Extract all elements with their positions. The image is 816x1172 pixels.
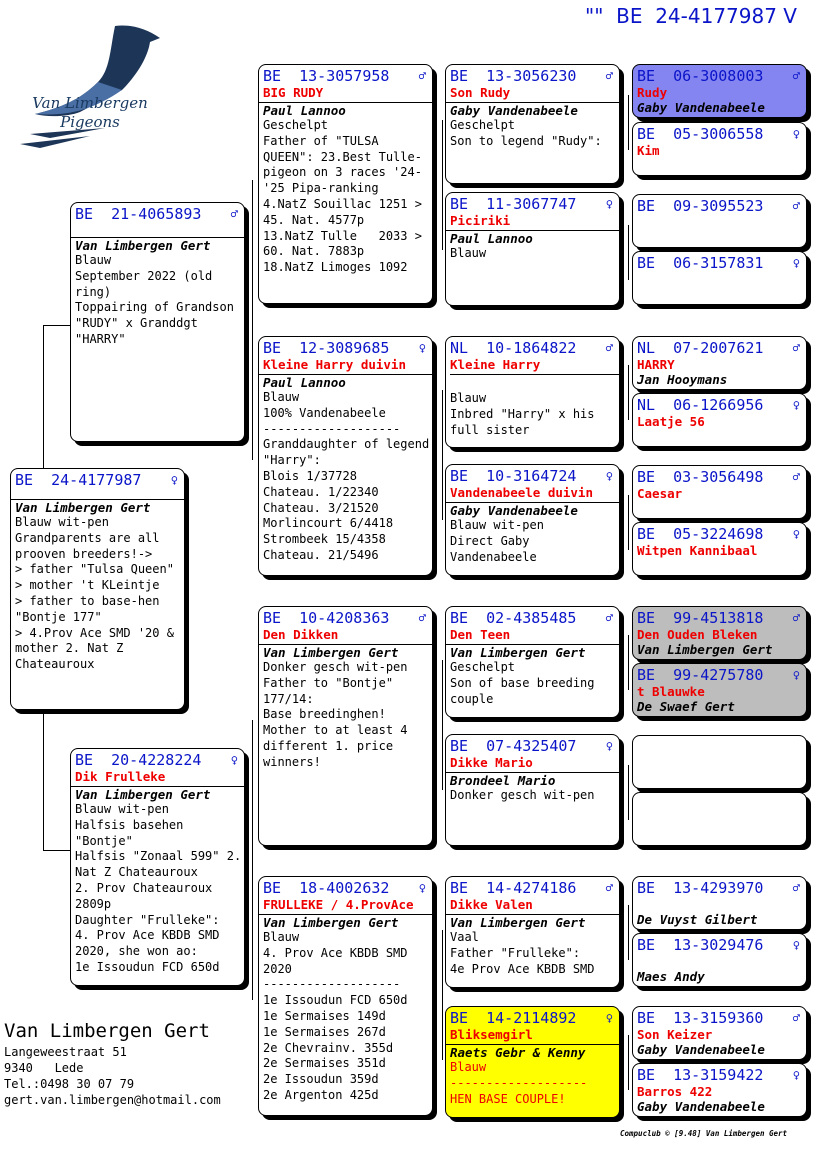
ring-number: BE 09-3095523 xyxy=(637,197,764,215)
pigeon-card-g4[interactable] xyxy=(632,1063,807,1117)
pigeon-name: BIG RUDY xyxy=(263,85,324,100)
owner: De Swaef Gert xyxy=(637,699,735,714)
male-icon: ♂ xyxy=(792,341,800,355)
male-icon: ♂ xyxy=(792,470,800,484)
info: Granddaughter of legend "Harry": Blois 1/37728 Chateau. 1/22340 Chateau. 3/21520 Morlincourt 6/4418 Strombeek 15/4358 Chateau. 21/5496 xyxy=(263,437,430,562)
male-icon: ♂ xyxy=(605,611,613,625)
ring-number: BE 10-4208363 xyxy=(263,609,390,627)
logo-text: Van Limbergen xyxy=(32,94,148,112)
info: Blauw wit-pen Halfsis basehen "Bontje" Halfsis "Zonaal 599" 2. Nat Z Chateauroux 2. Prov Chateauroux 2809p Daughter "Frulleke": 4. Prov Ace KBDB SMD 2020, she won ao: 1e Issoudun FCD 650d xyxy=(75,802,242,974)
ring-number: NL 10-1864822 xyxy=(450,339,577,357)
pigeon-name: Den Ouden Bleken xyxy=(637,627,758,642)
female-icon: ♀ xyxy=(792,938,800,952)
pigeon-card-g4-empty[interactable] xyxy=(632,792,807,846)
pigeon-card-g4[interactable] xyxy=(632,876,807,930)
owner: Van Limbergen Gert xyxy=(11,499,184,515)
info: Blauw xyxy=(450,1060,487,1074)
ring-number: BE 13-3056230 xyxy=(450,67,577,85)
ring-number: BE 13-3057958 xyxy=(263,67,390,85)
pigeon-card-g4[interactable] xyxy=(632,663,807,717)
info: Vaal Father "Frulleke": 4e Prov Ace KBDB SMD xyxy=(450,930,595,976)
info: Blauw xyxy=(450,246,487,260)
software-credit: Compuclub © [9.48] Van Limbergen Gert xyxy=(620,1129,788,1138)
pigeon-card-fmm[interactable] xyxy=(445,464,620,576)
owner: Jan Hooymans xyxy=(637,372,728,387)
owner: Paul Lannoo xyxy=(259,102,432,118)
connector xyxy=(252,720,253,1000)
pigeon-name: t Blauwke xyxy=(637,684,705,699)
owner: Brondeel Mario xyxy=(446,772,619,788)
pigeon-name: Caesar xyxy=(637,486,683,501)
owner: Van Limbergen Gert xyxy=(259,914,432,930)
female-icon: ♀ xyxy=(605,469,613,483)
ring-number: BE 12-3089685 xyxy=(263,339,390,357)
owner: Raets Gebr & Kenny xyxy=(446,1044,619,1060)
pigeon-card-mfm[interactable] xyxy=(445,734,620,846)
pigeon-card-subject[interactable] xyxy=(10,468,185,710)
pigeon-card-g4[interactable] xyxy=(632,336,807,390)
pigeon-name: Laatje 56 xyxy=(637,414,705,429)
male-icon: ♂ xyxy=(418,69,426,83)
owner: Paul Lannoo xyxy=(446,230,619,246)
male-icon: ♂ xyxy=(792,69,800,83)
connector xyxy=(252,180,253,460)
logo-text: Pigeons xyxy=(60,113,120,131)
female-icon: ♀ xyxy=(605,197,613,211)
pigeon-card-g4[interactable] xyxy=(632,251,807,305)
info: Blauw Inbred "Harry" x his full sister xyxy=(450,391,595,437)
ring-number: BE 05-3224698 xyxy=(637,525,764,543)
ring-number: BE 24-4177987 xyxy=(15,471,142,489)
ring-number: BE 14-2114892 xyxy=(450,1009,577,1027)
ring-number: BE 20-4228224 xyxy=(75,751,202,769)
connector xyxy=(43,325,71,326)
ring-number: BE 11-3067747 xyxy=(450,195,577,213)
info: Geschelpt Father of "TULSA QUEEN": 23.Best Tulle-pigeon on 3 races '24-'25 Pipa-ranking 4.NatZ Souillac 1251 > 45. Nat. 4577p 13.NatZ Tulle 2033 > 60. Nat. 7883p 18.NatZ Limoges 1092 xyxy=(263,118,422,275)
ring-number: BE 05-3006558 xyxy=(637,125,764,143)
divider xyxy=(450,374,619,375)
pigeon-card-mm[interactable] xyxy=(258,876,433,1116)
ring-number: BE 03-3056498 xyxy=(637,468,764,486)
connector xyxy=(628,765,629,820)
info: Blauw 4. Prov Ace KBDB SMD 2020 xyxy=(263,930,408,976)
info: Donker gesch wit-pen Father to "Bontje" 177/14: Base breedinghen! Mother to at least 4 different 1. price winners! xyxy=(263,660,408,769)
pigeon-card-mother[interactable] xyxy=(70,748,245,986)
ring-number: BE 06-3157831 xyxy=(637,254,764,272)
pigeon-name: Son Keizer xyxy=(637,1027,713,1042)
pigeon-card-g4-empty[interactable] xyxy=(632,735,807,789)
owner: De Vuyst Gilbert xyxy=(637,912,758,927)
female-icon: ♀ xyxy=(792,527,800,541)
ring-number: BE 10-3164724 xyxy=(450,467,577,485)
male-icon: ♂ xyxy=(605,69,613,83)
female-icon: ♀ xyxy=(792,127,800,141)
connector xyxy=(628,1035,629,1090)
female-icon: ♀ xyxy=(605,739,613,753)
female-icon: ♀ xyxy=(792,668,800,682)
female-icon: ♀ xyxy=(418,341,426,355)
female-icon: ♀ xyxy=(792,1068,800,1082)
pigeon-card-ffm[interactable] xyxy=(445,192,620,306)
breeder-email[interactable]: gert.van.limbergen@hotmail.com xyxy=(4,1093,221,1107)
pigeon-card-father[interactable] xyxy=(70,202,245,442)
ring-number: BE 18-4002632 xyxy=(263,879,390,897)
ring-number: BE 13-3029476 xyxy=(637,936,764,954)
female-icon: ♀ xyxy=(170,473,178,487)
pigeon-name: Dikke Valen xyxy=(450,897,533,912)
pigeon-name: Kleine Harry duivin xyxy=(263,357,406,372)
pigeon-name: Son Rudy xyxy=(450,85,511,100)
connector xyxy=(628,495,629,550)
ring-number: BE 07-4325407 xyxy=(450,737,577,755)
pigeon-name: Kleine Harry xyxy=(450,357,541,372)
pigeon-card-g4[interactable] xyxy=(632,933,807,987)
pigeon-card-g4[interactable] xyxy=(632,465,807,519)
ring-number: BE 21-4065893 xyxy=(75,205,202,223)
pigeon-name xyxy=(633,954,806,969)
pigeon-card-g4[interactable] xyxy=(632,194,807,248)
divider: ------------------- xyxy=(263,977,401,992)
male-icon: ♂ xyxy=(230,207,238,221)
pigeon-name xyxy=(633,897,806,912)
pigeon-card-fmf[interactable] xyxy=(445,336,620,448)
owner: Van Limbergen Gert xyxy=(71,237,244,253)
pigeon-card-g4[interactable] xyxy=(632,606,807,660)
pigeon-name: Vandenabeele duivin xyxy=(450,485,593,500)
ring-number xyxy=(633,736,806,756)
male-icon: ♂ xyxy=(792,199,800,213)
breeder-street: Langeweestraat 51 xyxy=(4,1045,127,1059)
pigeon-name: Rudy xyxy=(637,85,668,100)
owner: Van Limbergen Gert xyxy=(259,644,432,660)
owner: Gaby Vandenabeele xyxy=(446,502,619,518)
female-icon: ♀ xyxy=(418,881,426,895)
pigeon-card-g4[interactable] xyxy=(632,122,807,176)
male-icon: ♂ xyxy=(605,341,613,355)
ring-number: NL 07-2007621 xyxy=(637,339,764,357)
pigeon-card-g4[interactable] xyxy=(632,522,807,576)
pigeon-name: Den Dikken xyxy=(263,627,339,642)
owner: Van Limbergen Gert xyxy=(637,642,773,657)
breeder-phone: Tel.:0498 30 07 79 xyxy=(4,1077,135,1091)
ring-number: NL 06-1266956 xyxy=(637,396,764,414)
owner: Van Limbergen Gert xyxy=(71,786,244,802)
info: Blauw September 2022 (old ring) Toppairing of Grandson "RUDY" x Granddgt "HARRY" xyxy=(75,253,234,346)
owner: Gaby Vandenabeele xyxy=(637,1099,765,1114)
pigeon-name: Barros 422 xyxy=(637,1084,713,1099)
connector xyxy=(442,120,443,250)
breeder-city: 9340 Lede xyxy=(4,1061,84,1075)
owner: Gaby Vandenabeele xyxy=(446,102,619,118)
connector xyxy=(628,905,629,960)
ring-number xyxy=(633,793,806,813)
info: Geschelpt Son of base breeding couple xyxy=(450,660,595,706)
female-icon: ♀ xyxy=(230,753,238,767)
connector xyxy=(442,930,443,1060)
pigeon-name: Bliksemgirl xyxy=(450,1027,533,1042)
divider: ------------------- xyxy=(263,421,401,436)
note: HEN BASE COUPLE! xyxy=(450,1091,566,1106)
info: Blauw wit-pen Grandparents are all prooven breeders!-> > father "Tulsa Queen" > mother 't KLeintje > father to base-hen "Bontje 177" > 4.Prov Ace SMD '20 & mother 2. Nat Z Chateauroux xyxy=(15,515,174,672)
pigeon-name: Witpen Kannibaal xyxy=(637,543,758,558)
connector xyxy=(628,635,629,690)
connector xyxy=(628,95,629,150)
info: Blauw wit-pen Direct Gaby Vandenabeele xyxy=(450,518,544,564)
pigeon-name: Kim xyxy=(637,143,660,158)
connector xyxy=(442,660,443,790)
pigeon-card-ff[interactable] xyxy=(258,64,433,304)
pigeon-name: HARRY xyxy=(637,357,675,372)
pigeon-card-mf[interactable] xyxy=(258,606,433,846)
pigeon-card-mmm[interactable] xyxy=(445,1006,620,1118)
pigeon-name: Dik Frulleke xyxy=(75,769,166,784)
owner: Van Limbergen Gert xyxy=(446,914,619,930)
connector xyxy=(442,390,443,520)
male-icon: ♂ xyxy=(605,881,613,895)
female-icon: ♀ xyxy=(605,1011,613,1025)
pigeon-card-mff[interactable] xyxy=(445,606,620,718)
male-icon: ♂ xyxy=(792,881,800,895)
male-icon: ♂ xyxy=(418,611,426,625)
divider: ------------------- xyxy=(450,1075,588,1090)
owner: Paul Lannoo xyxy=(259,374,432,390)
pigeon-card-g4[interactable] xyxy=(632,1006,807,1060)
owner: Maes Andy xyxy=(637,969,705,984)
female-icon: ♀ xyxy=(792,256,800,270)
pigeon-card-fff[interactable] xyxy=(445,64,620,184)
ring-number: BE 13-4293970 xyxy=(637,879,764,897)
ring-number: BE 13-3159422 xyxy=(637,1066,764,1084)
pigeon-card-g4[interactable] xyxy=(632,393,807,447)
pigeon-card-g4[interactable] xyxy=(632,64,807,118)
connector xyxy=(43,850,71,851)
info: Geschelpt Son to legend "Rudy": xyxy=(450,118,602,148)
male-icon: ♂ xyxy=(792,611,800,625)
pigeon-card-mmf[interactable] xyxy=(445,876,620,988)
ring-number: BE 13-3159360 xyxy=(637,1009,764,1027)
ring-number: BE 99-4513818 xyxy=(637,609,764,627)
info: Blauw 100% Vandenabeele xyxy=(263,390,386,420)
pigeon-name: Den Teen xyxy=(450,627,511,642)
owner: Gaby Vandenabeele xyxy=(637,100,765,115)
owner: Van Limbergen Gert xyxy=(446,644,619,660)
pigeon-name: FRULLEKE / 4.ProvAce xyxy=(263,897,414,912)
pigeon-card-fm[interactable] xyxy=(258,336,433,576)
male-icon: ♂ xyxy=(792,1011,800,1025)
ring-number: BE 99-4275780 xyxy=(637,666,764,684)
pigeon-name: Dikke Mario xyxy=(450,755,533,770)
female-icon: ♀ xyxy=(792,398,800,412)
logo xyxy=(10,16,170,176)
breeder-name: Van Limbergen Gert xyxy=(4,1020,210,1042)
ring-number: BE 14-4274186 xyxy=(450,879,577,897)
header-ring: "" BE 24-4177987 V xyxy=(585,4,797,28)
info: Donker gesch wit-pen xyxy=(450,788,595,802)
ring-number: BE 02-4385485 xyxy=(450,609,577,627)
connector xyxy=(628,365,629,420)
info: 1e Issoudun FCD 650d 1e Sermaises 149d 1e Sermaises 267d 2e Chevrainv. 355d 2e Sermaises 351d 2e Issoudun 359d 2e Argenton 425d xyxy=(263,993,408,1102)
connector xyxy=(628,225,629,280)
owner: Gaby Vandenabeele xyxy=(637,1042,765,1057)
pigeon-name: Piciriki xyxy=(450,213,511,228)
ring-number: BE 06-3008003 xyxy=(637,67,764,85)
